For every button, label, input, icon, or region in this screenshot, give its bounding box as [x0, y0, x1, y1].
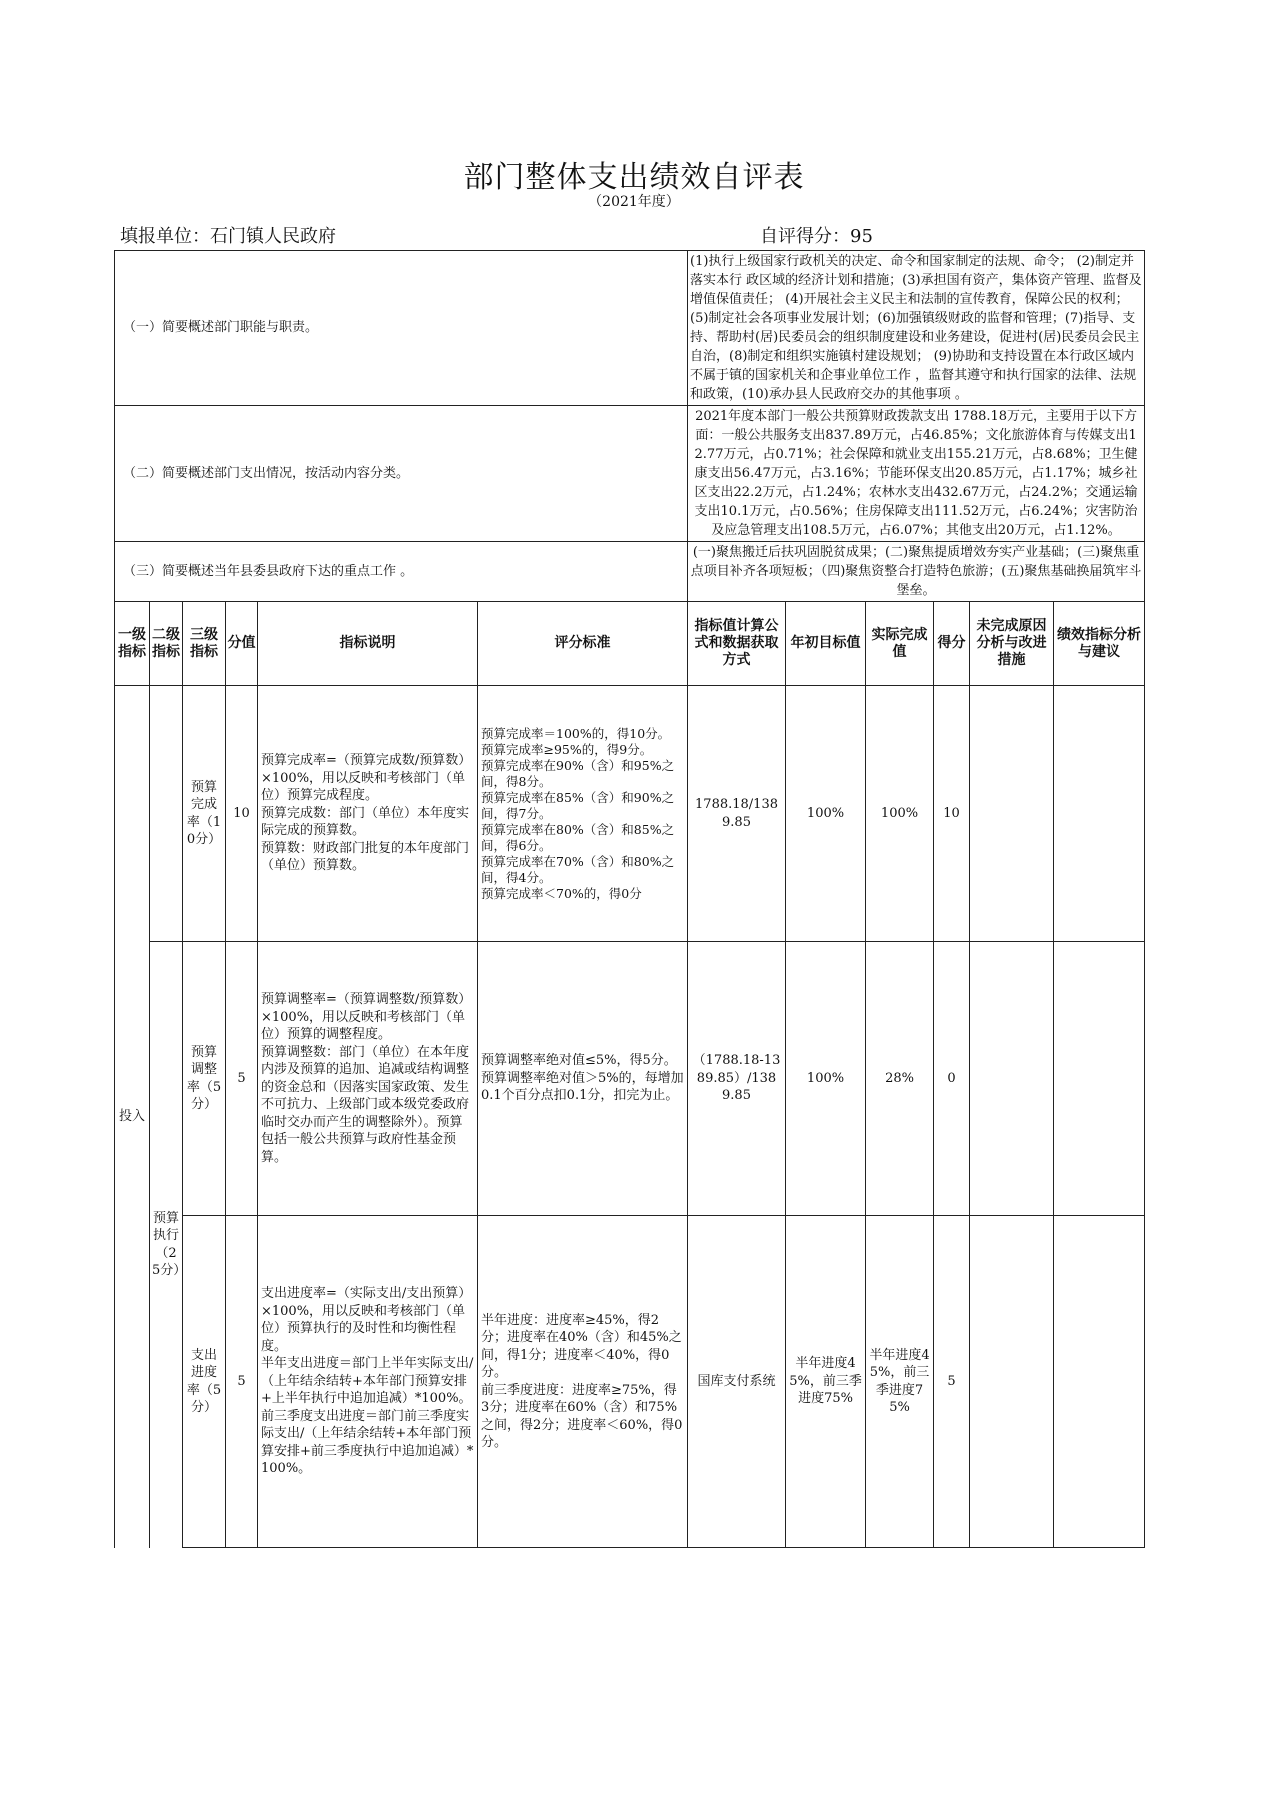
table-row — [115, 686, 1145, 942]
score-value: 10 — [934, 686, 970, 942]
overview-value-expenditure: 2021年度本部门一般公共预算财政拨款支出 1788.18万元，主要用于以下方面：一般公共服务支出837.89万元，占46.85%；文化旅游体育与传媒支出12.77万元，占0.71%；社会保障和就业支出155.21万元，占8.68%；卫生健康支出56.47万元，占3.16%；节能环保支出20.85万元，占1.17%；城乡社区支出22.2万元，占1.24%；农林水支出432.67万元，占24.2%；交通运输支出10.1万元，占0.56%；住房保障支出111.52万元，占6.24%；灾害防治及应急管理支出108.5万元，占6.07%；其他支出20万元，占1.12%。 — [688, 406, 1145, 542]
reporting-unit: 填报单位：石门镇人民政府 — [120, 226, 336, 247]
weight-value: 5 — [226, 942, 258, 1216]
self-evaluation-score: 自评得分：95 — [760, 226, 873, 247]
score-value: 0 — [934, 942, 970, 1216]
scoring-criteria: 预算完成率＝100%的，得10分。 预算完成率≥95%的，得9分。 预算完成率在90%（含）和95%之间，得8分。 预算完成率在85%（含）和90%之间，得7分。 预算完成率在80%（含）和85%之间，得6分。 预算完成率在70%（含）和80%之间，得4分。 预算完成率＜70%的，得0分 — [478, 686, 688, 942]
performance-evaluation-table — [114, 250, 1145, 1548]
actual-value: 28% — [866, 942, 934, 1216]
column-header-actual: 实际完成值 — [866, 602, 934, 686]
overview-value-key-work: (一)聚焦搬迁后扶巩固脱贫成果；(二)聚焦提质增效夯实产业基础；(三)聚焦重点项目补齐各项短板；（四)聚焦资整合打造特色旅游；(五)聚焦基础换届筑牢斗堡垒。 — [688, 542, 1145, 602]
level2-indicator-spacer — [150, 686, 183, 942]
actual-value: 半年进度45%，前三季进度75% — [866, 1216, 934, 1548]
column-header-description: 指标说明 — [258, 602, 478, 686]
weight-value: 10 — [226, 686, 258, 942]
reason-cell — [970, 1216, 1054, 1548]
level3-indicator: 预算调整率（5分） — [183, 942, 226, 1216]
level3-indicator: 支出进度率（5分） — [183, 1216, 226, 1548]
analysis-cell — [1054, 1216, 1145, 1548]
table-header-row — [115, 602, 1145, 686]
formula-source: （1788.18-1389.85）/1389.85 — [688, 942, 786, 1216]
overview-label-expenditure: （二）简要概述部门支出情况，按活动内容分类。 — [115, 406, 688, 542]
overview-label-key-work: （三）简要概述当年县委县政府下达的重点工作 。 — [115, 542, 688, 602]
report-year: （2021年度） — [588, 194, 680, 210]
column-header-analysis: 绩效指标分析与建议 — [1054, 602, 1145, 686]
column-header-criteria: 评分标准 — [478, 602, 688, 686]
column-header-level3: 三级指标 — [183, 602, 226, 686]
overview-row-duties — [115, 251, 1145, 406]
column-header-level2: 二级指标 — [150, 602, 183, 686]
overview-row-key-work — [115, 542, 1145, 602]
page-title: 部门整体支出绩效自评表 — [463, 160, 805, 195]
weight-value: 5 — [226, 1216, 258, 1548]
column-header-weight: 分值 — [226, 602, 258, 686]
overview-value-duties: (1)执行上级国家行政机关的决定、命令和国家制定的法规、命令； (2)制定并落实本行 政区域的经济计划和措施；(3)承担国有资产，集体资产管理、监督及增值保值责任； (4)开展社会主义民主和法制的宣传教育，保障公民的权利；(5)制定社会各项事业发展计划；(6)加强镇级财政的监督和管理；(7)指导、支持、帮助村(居)民委员会的组织制度建设和业务建设，促进村(居)民委员会民主自治，(8)制定和组织实施镇村建设规划； (9)协助和支持设置在本行政区域内不属于镇的国家机关和企事业单位工作 ，监督其遵守和执行国家的法律、法规和政策，(10)承办县人民政府交办的其他事项 。 — [688, 251, 1145, 406]
score-value: 5 — [934, 1216, 970, 1548]
indicator-description: 支出进度率=（实际支出/支出预算）×100%，用以反映和考核部门（单位）预算执行的及时性和均衡性程度。 半年支出进度＝部门上半年实际支出/（上年结余结转+本年部门预算安排+上半年执行中追加追减）*100%。 前三季度支出进度＝部门前三季度实际支出/（上年结余结转+本年部门预算安排+前三季度执行中追加追减）*100%。 — [258, 1216, 478, 1548]
reason-cell — [970, 686, 1054, 942]
reason-cell — [970, 942, 1054, 1216]
level3-indicator: 预算完成率（10分） — [183, 686, 226, 942]
level2-indicator-cell: 预算执行（25分） — [150, 942, 183, 1548]
column-header-level1: 一级指标 — [115, 602, 150, 686]
target-value: 100% — [786, 686, 866, 942]
column-header-reason: 未完成原因分析与改进措施 — [970, 602, 1054, 686]
column-header-target: 年初目标值 — [786, 602, 866, 686]
overview-row-expenditure — [115, 406, 1145, 542]
formula-source: 1788.18/1389.85 — [688, 686, 786, 942]
scoring-criteria: 预算调整率绝对值≤5%，得5分。 预算调整率绝对值＞5%的，每增加0.1个百分点扣0.1分，扣完为止。 — [478, 942, 688, 1216]
column-header-score: 得分 — [934, 602, 970, 686]
indicator-description: 预算完成率=（预算完成数/预算数）×100%，用以反映和考核部门（单位）预算完成程度。 预算完成数：部门（单位）本年度实际完成的预算数。 预算数：财政部门批复的本年度部门（单位）预算数。 — [258, 686, 478, 942]
table-row — [115, 942, 1145, 1216]
scoring-criteria: 半年进度：进度率≥45%，得2分；进度率在40%（含）和45%之间，得1分；进度率＜40%，得0分。 前三季度进度：进度率≥75%，得3分；进度率在60%（含）和75%之间，得2分；进度率＜60%，得0分。 — [478, 1216, 688, 1548]
table-row — [115, 1216, 1145, 1548]
level1-indicator-cell: 投入 — [115, 686, 150, 1548]
analysis-cell — [1054, 942, 1145, 1216]
column-header-formula: 指标值计算公式和数据获取方式 — [688, 602, 786, 686]
target-value: 100% — [786, 942, 866, 1216]
formula-source: 国库支付系统 — [688, 1216, 786, 1548]
indicator-description: 预算调整率=（预算调整数/预算数）×100%，用以反映和考核部门（单位）预算的调整程度。 预算调整数：部门（单位）在本年度内涉及预算的追加、追减或结构调整的资金总和（因落实国家政策、发生不可抗力、上级部门或本级党委政府临时交办而产生的调整除外）。预算包括一般公共预算与政府性基金预算。 — [258, 942, 478, 1216]
actual-value: 100% — [866, 686, 934, 942]
target-value: 半年进度45%，前三季进度75% — [786, 1216, 866, 1548]
analysis-cell — [1054, 686, 1145, 942]
overview-label-duties: （一）简要概述部门职能与职责。 — [115, 251, 688, 406]
